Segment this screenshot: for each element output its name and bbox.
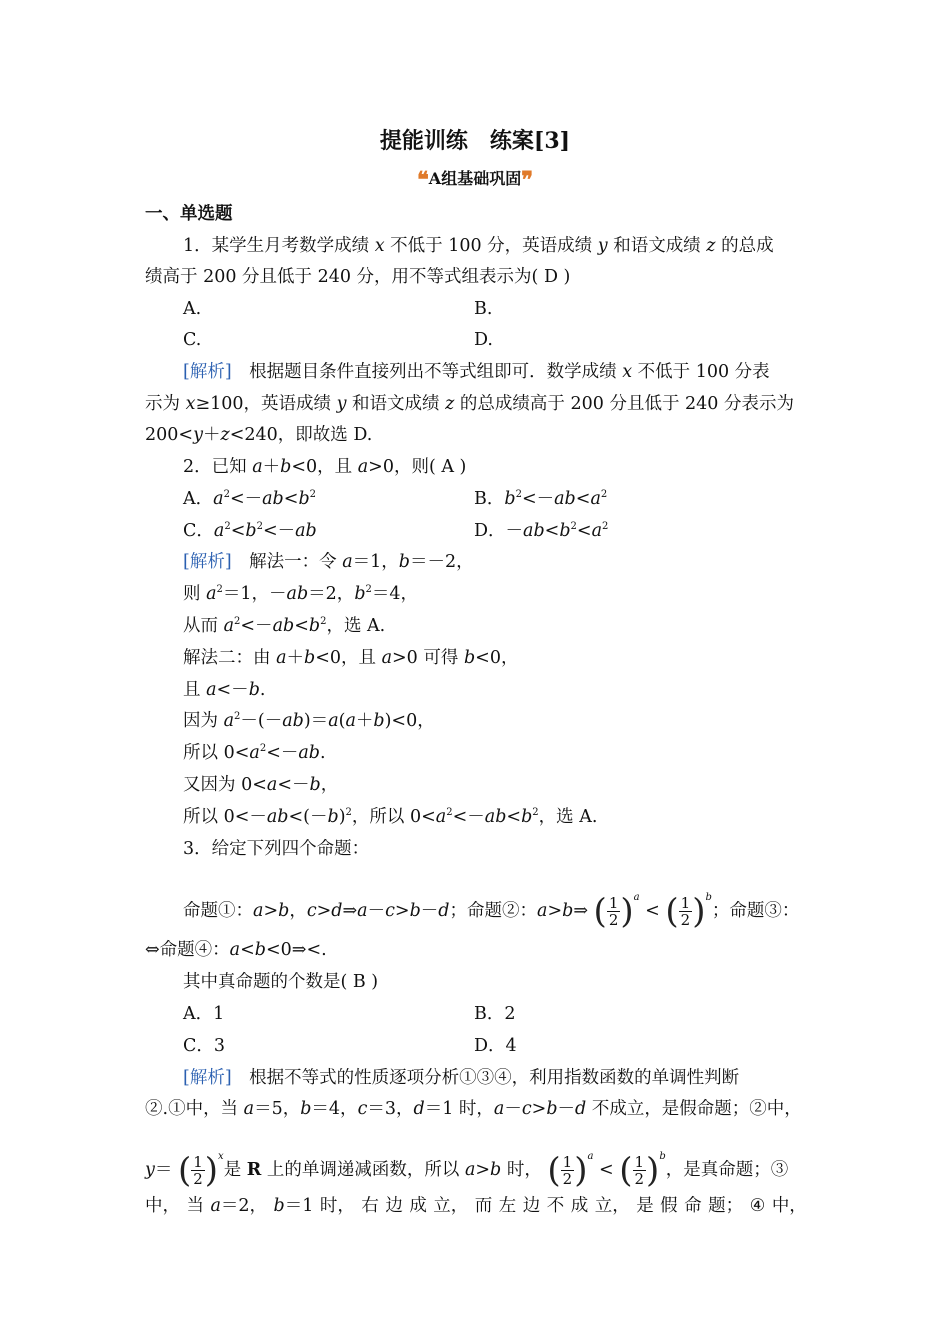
q2-explanation-line6: 因为 $a^2-(-ab)=a(a+b)<0$，: [183, 711, 435, 731]
page-title: 提能训练 练案[3]: [379, 128, 571, 154]
close-quote-icon: ❞: [521, 167, 534, 193]
q2-explanation-line4: 解法二：由 a＋b<0，且 a>0 可得 b<0，: [183, 648, 519, 668]
q2-stem: 2．已知 a＋b<0，且 a>0，则( A ): [183, 457, 467, 477]
q1-stem-line2: 绩高于 200 分且低于 240 分，用不等式组表示为( D ): [145, 267, 571, 287]
q3-propositions-line2: ⇔命题④：a<b<0⇒<.: [145, 940, 327, 960]
q3-propositions-line1: 命题①：a>b，c>d⇒a－c>b－d；命题②：a>b⇒ ( $\frac{1}{2}$ )$^a$ < ( $\frac{1}{2}$ )$^b$；命题③：: [183, 891, 800, 932]
section-heading: 一、单选题: [145, 204, 233, 224]
q3-stem: 3．给定下列四个命题：: [183, 839, 370, 859]
open-quote-icon: ❝: [416, 167, 429, 193]
q1-explanation-line1: [解析] 根据题目条件直接列出不等式组即可．数学成绩 x 不低于 100 分表: [183, 362, 770, 382]
q2-option-c: C．$a^2<b^2<-ab$: [183, 521, 317, 541]
q2-explanation-line8: 又因为 0<a<－b，: [183, 775, 339, 795]
q2-option-d: D．$-ab<b^2<a^2$: [474, 521, 609, 541]
q3-option-c: C．3: [183, 1036, 226, 1056]
q1-option-b: B.: [474, 299, 493, 319]
q2-explanation-line2: 则 $a^2=1$，－ab＝2，$b^2=4$，: [183, 584, 419, 604]
q2-explanation-line5: 且 a<－b.: [183, 680, 266, 700]
q3-explanation-line4: 中， 当 a＝2， b＝1 时， 右 边 成 立， 而 左 边 不 成 立， 是 假 命 题； ④ 中，: [145, 1196, 807, 1216]
q3-option-a: A．1: [183, 1004, 225, 1024]
q1-option-c: C.: [183, 330, 202, 350]
q1-stem-line1: 1．某学生月考数学成绩 x 不低于 100 分，英语成绩 y 和语文成绩 z 的总成: [183, 236, 774, 256]
q2-option-b: B．$b^2<-ab<a^2$: [474, 489, 608, 509]
q1-explanation-line2: 示为 x≥100，英语成绩 y 和语文成绩 z 的总成绩高于 200 分且低于 240 分表示为: [145, 394, 794, 414]
q2-explanation-line9: 所以 $0<-ab<(-b)^2$，所以 $0<a^2<-ab<b^2$，选 A.: [183, 807, 598, 827]
q2-explanation-line1: [解析] 解法一：令 a＝1，b＝－2，: [183, 552, 474, 572]
q3-question: 其中真命题的个数是( B ): [183, 972, 379, 992]
q3-option-b: B．2: [474, 1004, 516, 1024]
q3-explanation-line1: [解析] 根据不等式的性质逐项分析①③④，利用指数函数的单调性判断: [183, 1068, 740, 1088]
q1-explanation-line3: 200<y＋z<240，即故选 D.: [145, 425, 373, 445]
q1-option-a: A.: [183, 299, 202, 319]
q3-explanation-line2: ②.①中，当 a＝5，b＝4，c＝3，d＝1 时，a－c>b－d 不成立，是假命题；②中，: [145, 1099, 802, 1119]
q1-option-d: D.: [474, 330, 493, 350]
q2-option-a: A．$a^2<-ab<b^2$: [183, 489, 317, 509]
q3-explanation-line3: y＝ ( $\frac{1}{2}$ )$^x$是 R 上的单调递减函数，所以 a>b 时， ( $\frac{1}{2}$ )$^a$ < ( $\frac{1}{2}$ )$^b$，是真命题；③: [145, 1150, 789, 1191]
group-heading: ❝A组基础巩固❞: [416, 167, 534, 193]
q3-option-d: D．4: [474, 1036, 517, 1056]
q2-explanation-line7: 所以 $0<a^2<-ab$.: [183, 743, 326, 763]
q2-explanation-line3: 从而 $a^2<-ab<b^2$，选 A.: [183, 616, 386, 636]
